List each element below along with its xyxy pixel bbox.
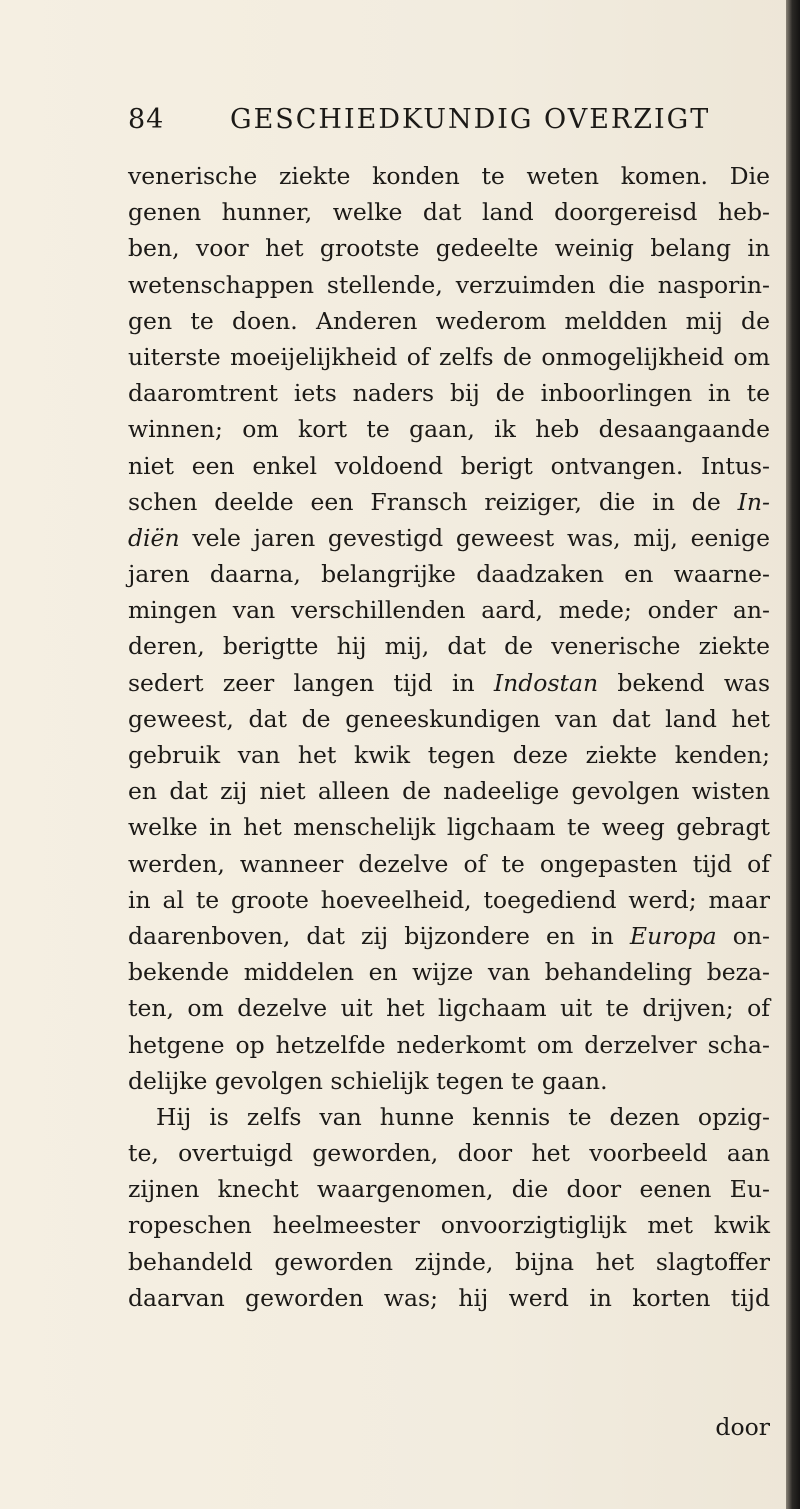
text-line: deren, berigtte hij mij, dat de venerische ziekte [128, 632, 770, 661]
italic-place-name: Europa [629, 921, 717, 950]
text-line: genen hunner, welke dat land doorgereisd heb- [128, 198, 770, 227]
italic-place-name: Indostan [493, 668, 599, 697]
text-line: winnen; om kort te gaan, ik heb desaangaande [128, 415, 770, 444]
text-line: behandeld geworden zijnde, bijna het slagtoffer [128, 1247, 770, 1276]
text-line: bekende middelen en wijze van behandeling beza- [128, 958, 770, 987]
text-line: gen te doen. Anderen wederom meldden mij de [128, 306, 770, 335]
text-line: daaromtrent iets naders bij de inboorlingen in te [128, 379, 770, 408]
text-line: en dat zij niet alleen de nadeelige gevolgen wisten [128, 777, 770, 806]
text-line: jaren daarna, belangrijke daadzaken en waarne- [128, 560, 770, 589]
text-line: daarvan geworden was; hij werd in korten tijd [128, 1283, 770, 1312]
running-head: GESCHIEDKUNDIG OVERZIGT [230, 104, 711, 135]
text-line: geweest, dat de geneeskundigen van dat land het [128, 704, 770, 733]
text-line: te, overtuigd geworden, door het voorbeeld aan [128, 1139, 770, 1168]
text-line [128, 918, 770, 954]
text-segment: sedert zeer langen tijd in [128, 668, 494, 697]
text-line: werden, wanneer dezelve of te ongepasten tijd of [128, 849, 770, 878]
text-line: wetenschappen stellende, verzuimden die nasporin- [128, 270, 770, 299]
italic-place-name: In- [737, 487, 770, 516]
text-segment: on- [716, 921, 770, 950]
text-line: in al te groote hoeveelheid, toegediend werd; maar [128, 885, 770, 914]
text-segment: schen deelde een Fransch reiziger, die in de [128, 487, 738, 516]
text-line: hetgene op hetzelfde nederkomt om derzelver scha- [128, 1030, 770, 1059]
book-spine-shadow [786, 0, 800, 1509]
catchword: door [715, 1413, 770, 1441]
text-line: ben, voor het grootste gedeelte weinig belang in [128, 234, 770, 263]
text-line: venerische ziekte konden te weten komen. Die [128, 162, 770, 190]
text-line: ropeschen heelmeester onvoorzigtiglijk met kwik [128, 1211, 770, 1240]
text-line: delijke gevolgen schielijk tegen te gaan. [128, 1066, 608, 1095]
text-segment: bekend was [598, 668, 770, 697]
text-line: Hij is zelfs van hunne kennis te dezen opzig- [156, 1102, 770, 1131]
text-line: gebruik van het kwik tegen deze ziekte kenden; [128, 741, 770, 769]
text-line: uiterste moeijelijkheid of zelfs de onmogelijkheid om [128, 342, 770, 371]
text-line [128, 484, 770, 520]
text-line [128, 665, 770, 701]
page-number: 84 [128, 104, 165, 135]
text-line: zijnen knecht waargenomen, die door eenen Eu- [128, 1175, 770, 1204]
italic-place-name: diën [128, 523, 180, 552]
text-line: niet een enkel voldoend berigt ontvangen. Intus- [128, 451, 770, 480]
text-line: welke in het menschelijk ligchaam te weeg gebragt [128, 813, 770, 842]
body-text [128, 158, 770, 1316]
text-segment: vele jaren gevestigd geweest was, mij, eenige [179, 523, 770, 552]
text-segment: daarenboven, dat zij bijzondere en in [128, 921, 630, 950]
text-line [128, 520, 770, 556]
text-line: mingen van verschillenden aard, mede; onder an- [128, 596, 770, 625]
text-line: ten, om dezelve uit het ligchaam uit te drijven; of [128, 994, 770, 1023]
page-header [128, 104, 768, 144]
